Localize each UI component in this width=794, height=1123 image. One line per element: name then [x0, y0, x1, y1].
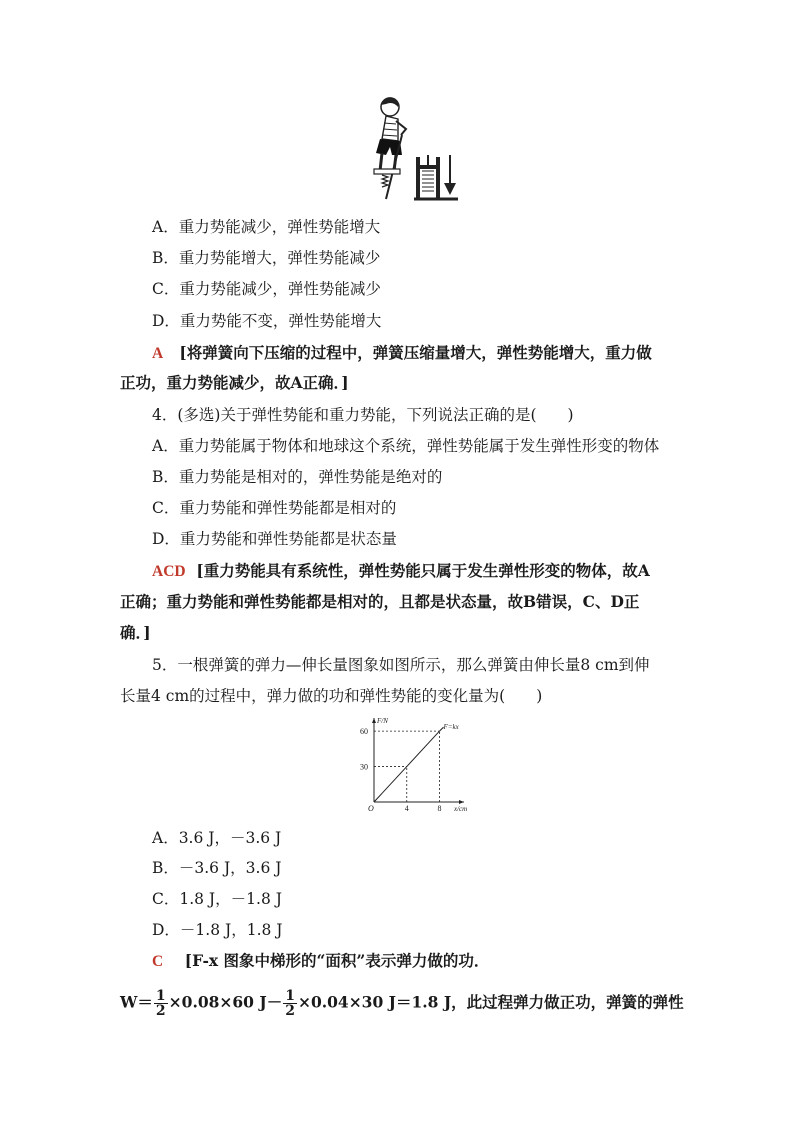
y-axis-label: F/N [377, 717, 388, 725]
force-extension-chart [352, 716, 472, 816]
y-tick-label: 30 [360, 762, 368, 772]
x-tick-label: 8 [437, 804, 442, 813]
work-symbol: W＝ [120, 992, 153, 1012]
x-tick-label: 4 [404, 804, 409, 813]
pogo-stick-illustration [360, 95, 460, 205]
q5-stem-line-1: 5．一根弹簧的弹力—伸长量图象如图所示，那么弹簧由伸长量8 cm到伸 [152, 656, 650, 674]
q4-option-a: A．重力势能属于物体和地球这个系统，弹性势能属于发生弹性形变的物体 [152, 437, 660, 455]
q5-stem-line-2: 长量4 cm的过程中，弹力做的功和弹性势能的变化量为( ) [120, 687, 543, 705]
q3-explanation-line-2: 正功，重力势能减少，故A正确．] [120, 373, 349, 392]
origin-label: O [368, 804, 374, 813]
x-axis-label: x/cm [454, 805, 468, 813]
fraction-half-2: $\frac{1}{2}$ [285, 988, 295, 1019]
q4-explanation-line-2: 正确；重力势能和弹性势能都是相对的，且都是状态量，故B错误，C、D正 [120, 592, 640, 611]
series-label: F=kx [443, 723, 459, 732]
q3-option-c: C．重力势能减少，弹性势能减少 [152, 280, 381, 298]
q3-explanation-line-1 [152, 343, 652, 364]
q3-option-a: A．重力势能减少，弹性势能增大 [152, 218, 381, 236]
y-tick-label: 60 [360, 727, 368, 737]
q3-option-b: B．重力势能增大，弹性势能减少 [152, 249, 381, 267]
y-axis-arrow [372, 718, 376, 723]
q5-answer: C [152, 953, 164, 970]
q4-explanation-line-3: 确．] [120, 623, 151, 642]
q4-explanation-line-1 [152, 561, 650, 582]
q5-option-b: B．－3.6 J，3.6 J [152, 859, 282, 877]
q5-explanation-line-1 [152, 951, 489, 972]
q4-option-d: D．重力势能和弹性势能都是状态量 [152, 530, 397, 548]
expl-term-1: ×0.08×60 J－ [168, 992, 283, 1012]
x-axis-arrow [459, 800, 464, 804]
q4-answer: ACD [152, 563, 186, 580]
q5-expl-text-1: [F-x 图象中梯形的“面积”表示弹力做的功． [184, 951, 490, 970]
expl-term-2: ×0.04×30 J＝1.8 J，此过程弹力做正功，弹簧的弹性 [297, 992, 684, 1012]
q5-explanation-line-2 [120, 989, 684, 1018]
q4-option-c: C．重力势能和弹性势能都是相对的 [152, 499, 397, 517]
q3-option-d: D．重力势能不变，弹性势能增大 [152, 312, 382, 330]
q4-expl-text-1: [重力势能具有系统性，弹性势能只属于发生弹性形变的物体，故A [196, 561, 650, 580]
q4-option-b: B．重力势能是相对的，弹性势能是绝对的 [152, 468, 443, 486]
fraction-half-1: $\frac{1}{2}$ [155, 988, 166, 1019]
q3-answer: A [152, 345, 164, 362]
q5-option-a: A．3.6 J，－3.6 J [152, 829, 282, 847]
q3-expl-text-1: [将弹簧向下压缩的过程中，弹簧压缩量增大，弹性势能增大，重力做 [179, 343, 652, 362]
q5-option-d: D．－1.8 J，1.8 J [152, 921, 283, 939]
q4-stem: 4．(多选)关于弹性势能和重力势能，下列说法正确的是( ) [152, 406, 574, 424]
q5-option-c: C．1.8 J，－1.8 J [152, 890, 282, 908]
